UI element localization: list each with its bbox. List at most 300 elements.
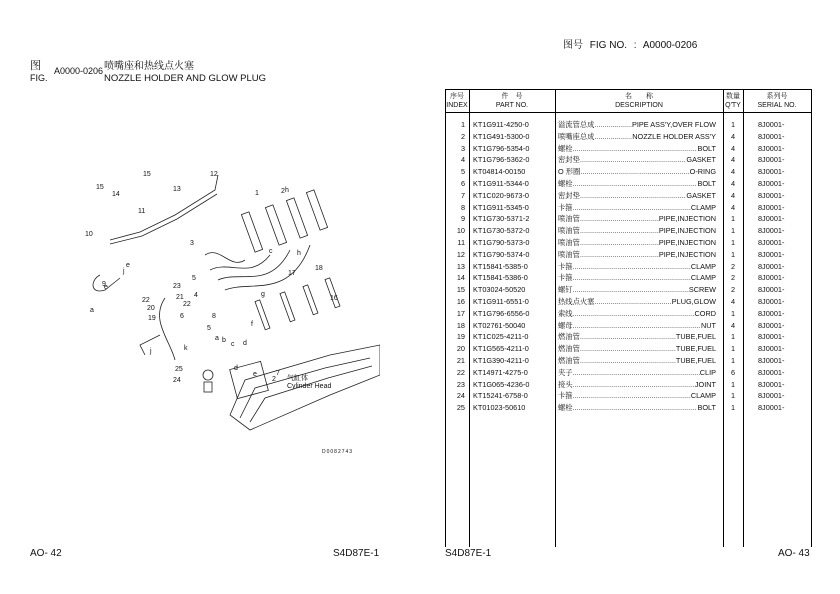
row-desc-cn: 螺母 [558, 320, 573, 330]
svg-text:d: d [234, 365, 238, 372]
row-desc-leader [573, 367, 700, 379]
row-desc-leader [573, 402, 698, 414]
svg-text:f: f [251, 321, 253, 328]
table-row [445, 402, 812, 414]
row-index: 5 [460, 167, 465, 177]
row-qty: 4 [730, 297, 736, 306]
row-qty: 4 [730, 143, 736, 153]
row-desc-leader [573, 143, 698, 155]
table-row [445, 331, 812, 343]
row-desc-leader [580, 249, 659, 261]
svg-text:20: 20 [147, 305, 155, 312]
row-part-no: KT1G796-5354-0 [473, 143, 530, 153]
row-index: 24 [456, 391, 465, 401]
svg-text:15: 15 [143, 171, 151, 178]
row-desc-cn: O 形圈 [558, 167, 581, 177]
row-desc-en: TUBE,FUEL [675, 356, 716, 365]
row-description [558, 190, 716, 202]
row-qty: 1 [730, 120, 736, 129]
row-desc-en: CLAMP [690, 202, 716, 212]
svg-text:2: 2 [272, 376, 276, 383]
row-serial: 8J0001- [758, 273, 785, 283]
row-description [558, 225, 716, 237]
fig-no-colon: : [633, 40, 637, 51]
exploded-parts-diagram [80, 160, 380, 460]
header-index: 序号 INDEX [446, 93, 468, 109]
row-desc-en: SCREW [688, 285, 716, 295]
row-desc-leader [573, 379, 695, 391]
row-desc-leader [580, 331, 676, 343]
row-desc-cn: 燃油管 [558, 332, 580, 342]
row-serial: 8J0001- [758, 320, 785, 330]
row-index: 13 [456, 261, 465, 271]
row-desc-en: PIPE ASS'Y,OVER FLOW [632, 120, 716, 129]
svg-text:5: 5 [207, 325, 211, 332]
svg-text:c: c [269, 248, 273, 255]
cylinder-head-label-cn: 气缸体 [287, 375, 308, 382]
svg-text:9: 9 [102, 281, 106, 288]
svg-text:b: b [222, 337, 226, 344]
row-desc-cn: 密封垫 [558, 190, 580, 200]
row-part-no: KT03024-50520 [473, 285, 526, 295]
table-row [445, 390, 812, 402]
row-qty: 2 [730, 261, 736, 271]
row-desc-cn: 卡箍 [558, 261, 573, 271]
svg-text:h: h [285, 187, 289, 194]
row-description [558, 237, 716, 249]
row-part-no: KT01023-50610 [473, 403, 526, 413]
row-qty: 6 [730, 367, 736, 377]
parts-table [445, 89, 812, 547]
row-serial: 8J0001- [758, 379, 785, 389]
row-qty: 4 [730, 131, 736, 141]
row-qty: 4 [730, 202, 736, 212]
row-part-no: KT1G390-4211-0 [473, 356, 529, 365]
footer-left-model: S4D87E-1 [333, 548, 380, 559]
row-part-no: KT1G911-6551-0 [473, 297, 529, 306]
row-description [558, 131, 716, 143]
fig-title-cn: 喷嘴座和热线点火塞 [104, 61, 194, 72]
table-row [445, 284, 812, 296]
row-qty: 4 [730, 320, 736, 330]
row-part-no: KT1G911-5344-0 [473, 179, 529, 188]
row-serial: 8J0001- [758, 261, 785, 271]
row-desc-cn: 燃油管 [558, 344, 580, 354]
row-serial: 8J0001- [758, 226, 785, 236]
table-row [445, 272, 812, 284]
row-index: 20 [456, 344, 465, 354]
row-desc-en: CLIP [699, 367, 716, 377]
row-description [558, 390, 716, 402]
row-serial: 8J0001- [758, 143, 785, 153]
row-desc-cn: 热线点火塞 [558, 297, 595, 306]
fuel-tube-lower-shape [160, 298, 175, 360]
row-desc-cn: 喷嘴座总成 [558, 131, 595, 141]
table-row [445, 320, 812, 332]
fig-title-en: NOZZLE HOLDER AND GLOW PLUG [104, 73, 267, 84]
row-index: 23 [456, 379, 465, 389]
fig-number-header [563, 36, 701, 51]
svg-text:5: 5 [192, 275, 196, 282]
svg-text:d: d [243, 340, 247, 347]
row-desc-leader [580, 190, 687, 202]
fig-label-cn: 图 [30, 60, 41, 72]
table-row [445, 213, 812, 225]
row-part-no: KT1C025-4211-0 [473, 332, 529, 342]
row-desc-leader [573, 284, 689, 296]
footer-right-page: AO- 43 [778, 548, 810, 559]
row-index: 2 [460, 131, 465, 141]
nozzle-holders-shape [241, 190, 327, 252]
row-desc-en: BOLT [697, 143, 716, 153]
svg-text:7: 7 [276, 370, 280, 377]
row-desc-cn: 索线 [558, 308, 573, 318]
row-description [558, 202, 716, 214]
row-qty: 1 [730, 391, 736, 401]
row-serial: 8J0001- [758, 155, 785, 165]
row-desc-leader [573, 390, 691, 402]
row-desc-cn: 螺栓 [558, 403, 573, 413]
row-desc-en: PIPE,INJECTION [658, 249, 716, 259]
table-row [445, 343, 812, 355]
table-row [445, 154, 812, 166]
row-desc-en: BOLT [697, 403, 716, 413]
svg-text:14: 14 [112, 191, 120, 198]
row-serial: 8J0001- [758, 297, 785, 306]
row-desc-leader [580, 213, 659, 225]
row-desc-leader [594, 119, 632, 131]
row-desc-leader [580, 355, 676, 367]
row-description [558, 119, 716, 131]
row-description [558, 296, 716, 308]
row-desc-en: CLAMP [690, 391, 716, 401]
row-description [558, 261, 716, 273]
row-description [558, 308, 716, 320]
row-qty: 4 [730, 155, 736, 165]
svg-text:13: 13 [173, 186, 181, 193]
row-desc-en: O-RING [689, 167, 716, 177]
svg-text:17: 17 [288, 270, 296, 277]
row-desc-cn: 燃油管 [558, 356, 580, 365]
svg-text:g: g [261, 291, 265, 298]
row-desc-leader [573, 202, 691, 214]
row-desc-cn: 喷油管 [558, 226, 580, 236]
header-part-no: 件 号 PART NO. [495, 93, 529, 109]
svg-text:16: 16 [330, 295, 338, 302]
row-description [558, 178, 716, 190]
row-description [558, 367, 716, 379]
row-qty: 1 [730, 403, 736, 413]
row-part-no: KT1G065-4236-0 [473, 379, 530, 389]
row-description [558, 143, 716, 155]
row-desc-en: PIPE,INJECTION [658, 226, 716, 236]
row-part-no: KT1G911-4250-0 [473, 120, 529, 129]
svg-text:24: 24 [173, 377, 181, 384]
table-row [445, 131, 812, 143]
row-desc-en: PIPE,INJECTION [658, 214, 716, 224]
row-serial: 8J0001- [758, 367, 785, 377]
row-serial: 8J0001- [758, 238, 785, 247]
row-description [558, 249, 716, 261]
svg-text:h: h [297, 250, 301, 257]
cylinder-head-label [287, 375, 331, 391]
row-part-no: KT1G911-5345-0 [473, 202, 529, 212]
row-qty: 1 [730, 308, 736, 318]
svg-text:15: 15 [96, 184, 104, 191]
svg-text:k: k [184, 345, 188, 352]
row-description [558, 154, 716, 166]
row-desc-en: GASKET [686, 155, 716, 165]
svg-text:10: 10 [85, 231, 93, 238]
table-row [445, 119, 812, 131]
footer-left-page: AO- 42 [30, 548, 62, 559]
row-description [558, 284, 716, 296]
row-index: 6 [460, 179, 465, 188]
row-desc-leader [573, 308, 695, 320]
table-row [445, 308, 812, 320]
row-desc-cn: 溢流管总成 [558, 120, 595, 129]
svg-text:e: e [253, 371, 257, 378]
row-index: 19 [456, 332, 465, 342]
svg-text:12: 12 [210, 171, 218, 178]
row-description [558, 166, 716, 178]
row-desc-cn: 螺栓 [558, 143, 573, 153]
row-desc-en: GASKET [686, 190, 716, 200]
row-desc-leader [580, 343, 676, 355]
row-desc-cn: 卡箍 [558, 273, 573, 283]
row-desc-leader [573, 261, 691, 273]
row-part-no: KT15841-5385-0 [473, 261, 528, 271]
svg-text:23: 23 [173, 283, 181, 290]
table-row [445, 202, 812, 214]
drawing-code: D0082743 [322, 449, 354, 455]
row-serial: 8J0001- [758, 131, 785, 141]
row-serial: 8J0001- [758, 167, 785, 177]
row-serial: 8J0001- [758, 356, 785, 365]
row-serial: 8J0001- [758, 308, 785, 318]
row-part-no: KT1G565-4211-0 [473, 344, 529, 354]
svg-text:22: 22 [183, 301, 191, 308]
svg-text:25: 25 [175, 366, 183, 373]
row-qty: 4 [730, 179, 736, 188]
row-serial: 8J0001- [758, 214, 785, 224]
joint-shape [203, 370, 213, 380]
svg-text:18: 18 [315, 265, 323, 272]
row-serial: 8J0001- [758, 332, 785, 342]
row-index: 22 [456, 367, 465, 377]
row-desc-cn: 螺钉 [558, 285, 573, 295]
row-serial: 8J0001- [758, 120, 785, 129]
svg-text:j: j [123, 268, 125, 275]
row-desc-en: TUBE,FUEL [675, 344, 716, 354]
table-row [445, 296, 812, 308]
row-desc-leader [594, 296, 671, 308]
svg-text:22: 22 [142, 297, 150, 304]
row-desc-leader [573, 178, 698, 190]
fig-no-value: A0000-0206 [642, 40, 698, 51]
svg-text:11: 11 [138, 208, 146, 215]
svg-text:4: 4 [194, 292, 198, 299]
row-description [558, 402, 716, 414]
row-desc-en: TUBE,FUEL [675, 332, 716, 342]
row-qty: 1 [730, 356, 736, 365]
row-index: 25 [456, 403, 465, 413]
row-part-no: KT15241-6758-0 [473, 391, 528, 401]
table-row [445, 190, 812, 202]
header-qty: 数量 Q'TY [725, 93, 741, 109]
row-desc-en: CLAMP [690, 261, 716, 271]
row-part-no: KT1G796-5362-0 [473, 155, 530, 165]
row-index: 11 [457, 238, 465, 247]
row-desc-en: JOINT [694, 379, 716, 389]
row-part-no: KT1G491-5300-0 [473, 131, 530, 141]
row-part-no: KT1G796-6556-0 [473, 308, 530, 318]
row-desc-cn: 密封垫 [558, 155, 580, 165]
row-desc-cn: 夹子 [558, 367, 573, 377]
row-desc-cn: 接头 [558, 379, 573, 389]
row-part-no: KT1G790-5373-0 [473, 238, 530, 247]
row-desc-en: NOZZLE HOLDER ASS'Y [632, 131, 716, 141]
row-qty: 1 [730, 344, 736, 354]
svg-text:21: 21 [176, 294, 184, 301]
row-desc-leader [580, 237, 659, 249]
row-part-no: KT1G790-5374-0 [473, 249, 530, 259]
row-index: 10 [456, 226, 465, 236]
row-index: 14 [456, 273, 465, 283]
row-desc-cn: 卡箍 [558, 202, 573, 212]
row-description [558, 331, 716, 343]
row-desc-leader [580, 154, 687, 166]
row-description [558, 343, 716, 355]
footer-right-model: S4D87E-1 [445, 548, 492, 559]
row-part-no: KT1G730-5372-0 [473, 226, 530, 236]
cylinder-head-label-en: Cylinder Head [287, 383, 332, 390]
table-row [445, 143, 812, 155]
row-desc-leader [573, 272, 691, 284]
row-desc-cn: 喷油管 [558, 214, 580, 224]
overflow-pipe-shape [110, 175, 218, 240]
row-qty: 1 [730, 332, 736, 342]
row-desc-en: BOLT [697, 179, 716, 188]
table-row [445, 379, 812, 391]
row-index: 7 [460, 190, 465, 200]
row-index: 9 [460, 214, 465, 224]
row-desc-en: NUT [701, 320, 716, 330]
row-serial: 8J0001- [758, 179, 785, 188]
fig-label-en: FIG. [30, 73, 48, 83]
svg-text:a: a [215, 335, 219, 342]
row-description [558, 355, 716, 367]
row-serial: 8J0001- [758, 190, 785, 200]
fig-no-label: FIG NO. [589, 40, 628, 51]
table-row [445, 367, 812, 379]
row-description [558, 272, 716, 284]
table-row [445, 166, 812, 178]
row-index: 4 [460, 155, 465, 165]
fig-code: A0000-0206 [54, 66, 104, 76]
row-description [558, 213, 716, 225]
svg-text:8: 8 [212, 313, 216, 320]
row-desc-leader [580, 166, 689, 178]
table-row [445, 355, 812, 367]
table-row [445, 225, 812, 237]
row-qty: 1 [730, 238, 736, 247]
row-index: 1 [460, 120, 465, 129]
row-desc-en: CORD [694, 308, 716, 318]
glow-plugs-shape [255, 278, 340, 330]
table-row [445, 237, 812, 249]
row-description [558, 320, 716, 332]
row-qty: 1 [730, 214, 736, 224]
row-qty: 4 [730, 167, 736, 177]
row-description [558, 379, 716, 391]
row-part-no: KT14971-4275-0 [473, 367, 528, 377]
injection-pipes-shape [205, 245, 310, 290]
row-index: 8 [460, 202, 465, 212]
fig-no-cn: 图号 [563, 40, 583, 51]
row-desc-leader [580, 225, 659, 237]
row-serial: 8J0001- [758, 249, 785, 259]
row-serial: 8J0001- [758, 403, 785, 413]
row-index: 17 [456, 308, 465, 318]
row-qty: 1 [730, 249, 736, 259]
diagram-callouts [85, 171, 338, 384]
svg-text:e: e [126, 262, 130, 269]
svg-text:e: e [104, 284, 108, 291]
svg-text:c: c [231, 341, 235, 348]
row-qty: 1 [730, 379, 736, 389]
row-index: 18 [456, 320, 465, 330]
row-desc-cn: 喷油管 [558, 249, 580, 259]
svg-text:j: j [150, 348, 152, 355]
row-index: 21 [456, 356, 465, 365]
row-serial: 8J0001- [758, 202, 785, 212]
row-desc-cn: 螺栓 [558, 179, 573, 188]
row-serial: 8J0001- [758, 285, 785, 295]
table-row [445, 261, 812, 273]
row-serial: 8J0001- [758, 344, 785, 354]
row-desc-leader [573, 320, 701, 332]
svg-text:6: 6 [180, 313, 184, 320]
table-row [445, 178, 812, 190]
row-index: 15 [456, 285, 465, 295]
row-desc-leader [594, 131, 632, 143]
row-qty: 4 [730, 190, 736, 200]
table-row [445, 249, 812, 261]
row-part-no: KT1C020-9673-0 [473, 190, 529, 200]
row-desc-cn: 喷油管 [558, 238, 580, 247]
row-part-no: KT04814-00150 [473, 167, 526, 177]
row-desc-en: PIPE,INJECTION [658, 238, 716, 247]
svg-text:3: 3 [190, 240, 194, 247]
row-qty: 2 [730, 285, 736, 295]
header-description: 名 称 DESCRIPTION [615, 93, 663, 109]
row-desc-cn: 卡箍 [558, 391, 573, 401]
svg-text:2: 2 [281, 188, 285, 195]
row-index: 16 [456, 297, 465, 306]
row-desc-en: PLUG,GLOW [671, 297, 716, 306]
row-qty: 2 [730, 273, 736, 283]
row-serial: 8J0001- [758, 391, 785, 401]
svg-text:19: 19 [148, 315, 156, 322]
svg-text:a: a [90, 307, 94, 314]
row-qty: 1 [730, 226, 736, 236]
svg-text:1: 1 [255, 190, 259, 197]
row-part-no: KT02761-50040 [473, 320, 526, 330]
row-index: 12 [456, 249, 465, 259]
row-desc-en: CLAMP [690, 273, 716, 283]
header-serial: 系列号 SERIAL NO. [757, 93, 797, 109]
